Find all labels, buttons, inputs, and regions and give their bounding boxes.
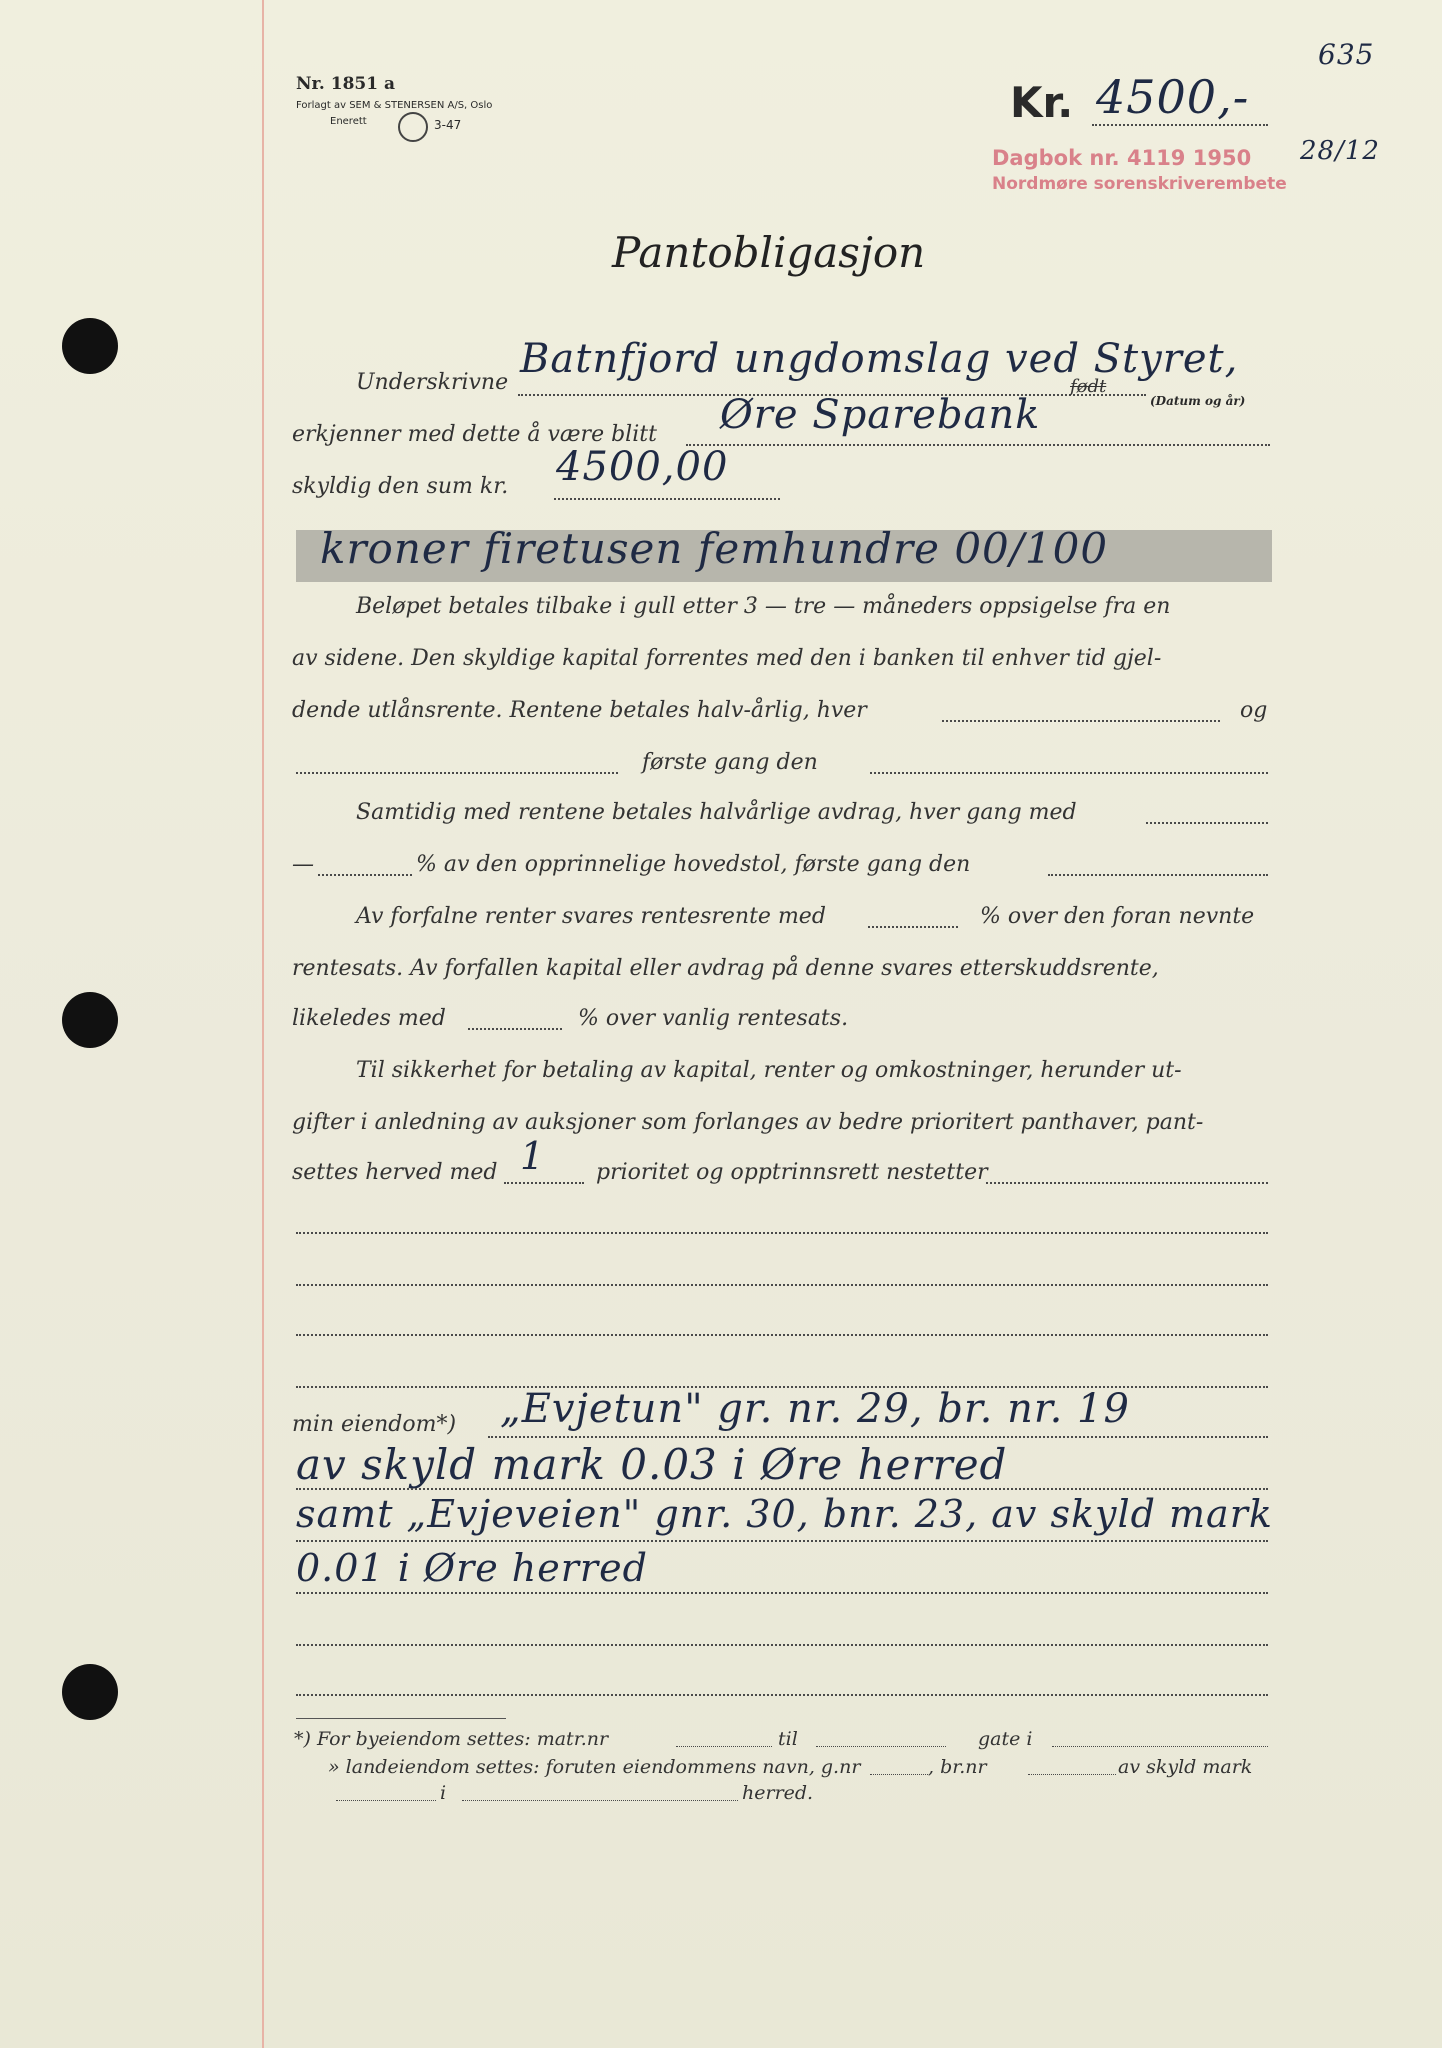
blank-line-2 (296, 1284, 1268, 1286)
property-dotline-1 (488, 1436, 1268, 1438)
document-page: Nr. 1851 a Forlagt av SEM & STENERSEN A/S, Oslo Enerett 3-47 635 Kr. 4500,- Dagbok nr. 4119 1950 28/12 Nordmøre sorenskriverembete Pantobligasjon Underskrivne Batnfjord ungdomslag ved Styret, født (Datum og år) erkjenner med dette å være blitt Øre Sparebank skyldig den sum kr. 4500,00 kroner firetusen femhundre 00/100 Beløpet betales tilbake i gull etter 3 — tre — måneders oppsigelse fra en av sidene. Den skyldige kapital forrentes med den i banken til enhver tid gjel- dende utlånsrente. Rentene betales halv-årlig, hver og første gang den Samtidig med rentene betales halvårlige avdrag, hver gang med — % av den opprinnelige hovedstol, første gang den Av forfalne renter svares rentesrente med % over den foran nevnte rentesats. Av forfallen kapital eller avdrag på denne svares etterskuddsrente, likeledes med % over vanlig rentesats. Til sikkerhet for betaling av kapital, renter og omkostninger, herunder ut- gifter i anledning av auksjoner som forlanges av bedre prioritert panthaver, pant- settes herved med 1 prioritet og opptrinnsrett nestetter min eiendom*) „Evjetun" gr. nr. 29, br. nr. 19 av skyld mark 0.03 i Øre herred samt „Evjeveien" gnr. 30, bnr. 23, av skyld mark 0.01 i Øre herred *) For byeiendom settes: matr.nr til gate i » landeiendom settes: foruten eiendommens navn, g.nr , br.nr av skyld mark i herred. (0, 0, 1442, 2048)
body-line-14: settes herved med (292, 1160, 498, 1185)
interest-date-line-2 (296, 772, 618, 774)
margin-line (262, 0, 264, 2048)
body-line-6: % av den opprinnelige hovedstol, første gang den (416, 852, 971, 877)
sum-words: kroner firetusen femhundre 00/100 (320, 524, 1109, 573)
page-number: 635 (1318, 38, 1375, 71)
body-line-15: prioritet og opptrinnsrett nestetter (596, 1160, 988, 1185)
body-og: og (1240, 698, 1268, 723)
body-line-12: Til sikkerhet for betaling av kapital, renter og omkostninger, herunder ut- (356, 1058, 1182, 1083)
document-title: Pantobligasjon (612, 228, 926, 277)
underskrivne-label: Underskrivne (356, 370, 509, 395)
publisher-line: Forlagt av SEM & STENERSEN A/S, Oslo (296, 100, 493, 111)
body-line-3: dende utlånsrente. Rentene betales halv-årlig, hver (292, 698, 867, 723)
property-line-1: „Evjetun" gr. nr. 29, br. nr. 19 (500, 1386, 1130, 1432)
punch-hole-bottom (62, 1664, 118, 1720)
datum-label: (Datum og år) (1150, 394, 1246, 408)
property-line-3: samt „Evjeveien" gnr. 30, bnr. 23, av skyld mark (296, 1492, 1273, 1536)
blank-line-3 (296, 1334, 1268, 1336)
footnote-rule (296, 1718, 506, 1719)
form-number: Nr. 1851 a (296, 74, 396, 94)
body-line-11: % over vanlig rentesats. (578, 1006, 849, 1031)
rentesrente-line (868, 926, 958, 928)
body-line-8: % over den foran nevnte (980, 904, 1255, 929)
stamp-date: 28/12 (1300, 136, 1380, 166)
sum-value: 4500,00 (556, 444, 729, 490)
body-line-2: av sidene. Den skyldige kapital forrentes med den i banken til enhver tid gjel- (292, 646, 1162, 671)
kr-amount: 4500,- (1096, 70, 1250, 124)
body-line-1: Beløpet betales tilbake i gull etter 3 — tre — måneders oppsigelse fra en (356, 594, 1171, 619)
erkjenner-label: erkjenner med dette å være blitt (292, 422, 657, 447)
body-line-4: første gang den (642, 750, 818, 775)
footnote-line-3a: i (440, 1782, 447, 1804)
punch-hole-top (62, 318, 118, 374)
property-dotline-6 (296, 1694, 1268, 1696)
footnote-line-1c: gate i (978, 1728, 1033, 1750)
property-dotline-2 (296, 1488, 1268, 1490)
first-date-line (870, 772, 1268, 774)
property-label: min eiendom*) (292, 1412, 457, 1437)
installment-date-line (1048, 874, 1268, 876)
property-dotline-3 (296, 1540, 1268, 1542)
property-dotline-4 (296, 1592, 1268, 1594)
property-line-4: 0.01 i Øre herred (296, 1546, 648, 1590)
priority-after-line (986, 1182, 1268, 1184)
body-line-10: likeledes med (292, 1006, 446, 1031)
kr-amount-line (1092, 124, 1268, 126)
creditor-value: Øre Sparebank (720, 392, 1041, 438)
punch-hole-middle (62, 992, 118, 1048)
property-dotline-5 (296, 1644, 1268, 1646)
court-stamp: Nordmøre sorenskriverembete (992, 174, 1287, 194)
enerett-label: Enerett (330, 116, 367, 127)
priority-value: 1 (520, 1134, 546, 1178)
body-line-9: rentesats. Av forfallen kapital eller avdrag på denne svares etterskuddsrente, (292, 956, 1159, 981)
body-line-7: Av forfalne renter svares rentesrente med (356, 904, 826, 929)
blank-line-1 (296, 1232, 1268, 1234)
footnote-line-2a: » landeiendom settes: foruten eiendommens navn, g.nr (328, 1756, 861, 1778)
priority-line (504, 1182, 584, 1184)
underskrivne-value: Batnfjord ungdomslag ved Styret, (520, 336, 1239, 382)
body-line-13: gifter i anledning av auksjoner som forlanges av bedre prioritert panthaver, pant- (292, 1110, 1204, 1135)
footnote-line-2b: , br.nr (928, 1756, 987, 1778)
creditor-line (686, 444, 1270, 446)
footnote-line-3b: herred. (742, 1782, 814, 1804)
footnote-line-2c: av skyld mark (1118, 1756, 1253, 1778)
sum-line (554, 498, 780, 500)
date-code: 3-47 (434, 118, 462, 132)
interest-date-line (942, 720, 1220, 722)
footnote-line-1b: til (778, 1728, 798, 1750)
body-line-5: Samtidig med rentene betales halvårlige avdrag, hver gang med (356, 800, 1077, 825)
fodt-label: født (1070, 376, 1107, 397)
percent-line (318, 874, 412, 876)
skyldig-label: skyldig den sum kr. (292, 474, 509, 499)
overdue-line (468, 1028, 562, 1030)
kr-label: Kr. (1010, 78, 1074, 127)
installment-line (1146, 822, 1268, 824)
property-line-2: av skyld mark 0.03 i Øre herred (296, 1440, 1008, 1489)
publisher-seal-icon (398, 112, 428, 142)
dagbok-stamp: Dagbok nr. 4119 1950 (992, 146, 1252, 170)
footnote-line-1a: *) For byeiendom settes: matr.nr (294, 1728, 609, 1750)
